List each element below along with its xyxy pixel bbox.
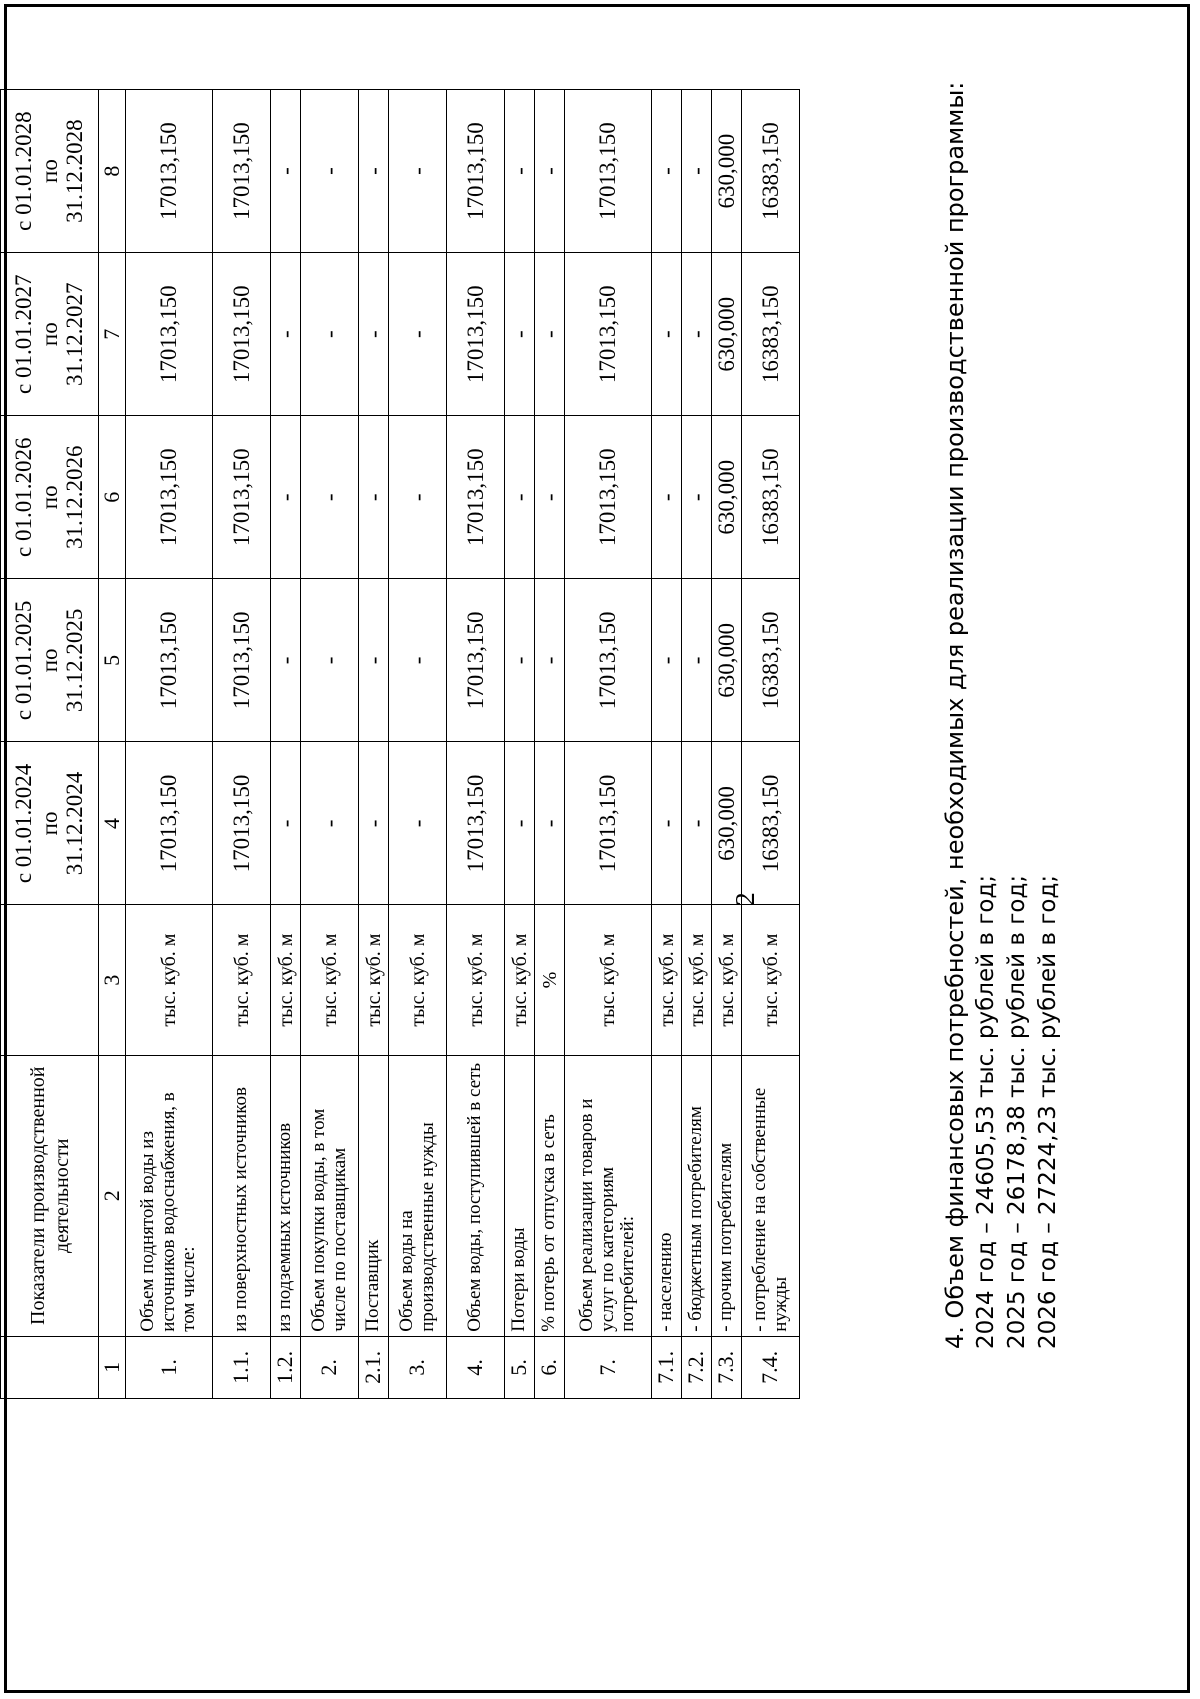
row-value: - — [505, 742, 535, 905]
row-number: 1.1. — [213, 1336, 271, 1398]
row-value: - — [359, 90, 389, 253]
row-number: 7.3. — [712, 1336, 742, 1398]
row-value: 17013,150 — [126, 253, 213, 416]
table-row — [213, 90, 271, 1399]
row-label: - прочим потребителям — [712, 1055, 742, 1336]
row-value: - — [682, 416, 712, 579]
row-number: 7.4. — [742, 1336, 800, 1398]
row-value: - — [301, 416, 359, 579]
table-row — [505, 90, 535, 1399]
period-to: 31.12.2028 — [62, 119, 88, 223]
row-label: - населению — [652, 1055, 682, 1336]
row-number: 6. — [535, 1336, 565, 1398]
row-value: 16383,150 — [742, 90, 800, 253]
table-row — [712, 90, 742, 1399]
header-period-2028 — [1, 90, 99, 253]
col-number: 3 — [99, 905, 126, 1055]
table-row — [126, 90, 213, 1399]
row-number: 3. — [389, 1336, 447, 1398]
col-number: 7 — [99, 253, 126, 416]
table-row — [565, 90, 652, 1399]
row-value: 16383,150 — [742, 579, 800, 742]
table-row — [271, 90, 301, 1399]
period-to: 31.12.2024 — [62, 771, 88, 876]
page-number: 2 — [730, 892, 760, 906]
row-value: - — [271, 579, 301, 742]
row-value: - — [359, 742, 389, 905]
row-label: - потребление на собственные нужды — [742, 1055, 800, 1336]
row-number: 7. — [565, 1336, 652, 1398]
header-period-2025 — [1, 579, 99, 742]
row-unit: тыс. куб. м — [389, 905, 447, 1055]
table-row — [301, 90, 359, 1399]
row-value: - — [389, 416, 447, 579]
row-number: 7.2. — [682, 1336, 712, 1398]
row-number: 1.2. — [271, 1336, 301, 1398]
col-number: 1 — [99, 1336, 126, 1398]
row-value: 630,000 — [712, 579, 742, 742]
row-value: - — [505, 90, 535, 253]
row-value: 17013,150 — [565, 90, 652, 253]
row-value: 16383,150 — [742, 416, 800, 579]
row-value: - — [359, 253, 389, 416]
row-unit: тыс. куб. м — [712, 905, 742, 1055]
row-label: - бюджетным потребителям — [682, 1055, 712, 1336]
row-label: Объем поднятой воды из источников водоснабжения, в том числе: — [126, 1055, 213, 1336]
row-value: - — [271, 742, 301, 905]
row-value: - — [535, 742, 565, 905]
row-value: - — [389, 253, 447, 416]
header-num-cell — [1, 1336, 99, 1398]
row-value: - — [389, 742, 447, 905]
row-value: - — [301, 253, 359, 416]
row-value: - — [389, 579, 447, 742]
header-row — [1, 90, 99, 1399]
row-value: 17013,150 — [126, 90, 213, 253]
row-value: - — [271, 416, 301, 579]
row-value: 630,000 — [712, 253, 742, 416]
row-number: 4. — [447, 1336, 505, 1398]
row-value: 630,000 — [712, 416, 742, 579]
rotated-landscape-page — [0, 81, 1120, 1699]
row-unit: тыс. куб. м — [447, 905, 505, 1055]
row-number: 2. — [301, 1336, 359, 1398]
row-value: - — [535, 416, 565, 579]
table-row — [742, 90, 800, 1399]
period-from: с 01.01.2027 — [10, 274, 36, 394]
row-value: - — [505, 579, 535, 742]
row-label: Объем покупки воды, в том числе по поставщикам — [301, 1055, 359, 1336]
row-value: 630,000 — [712, 742, 742, 905]
row-value: - — [535, 579, 565, 742]
row-value: - — [301, 742, 359, 905]
row-number: 5. — [505, 1336, 535, 1398]
row-value: - — [682, 579, 712, 742]
table-row — [682, 90, 712, 1399]
row-value: 17013,150 — [565, 253, 652, 416]
row-value: - — [652, 579, 682, 742]
period-to: 31.12.2026 — [62, 445, 88, 550]
header-unit-cell — [1, 905, 99, 1055]
row-value: - — [301, 579, 359, 742]
col-number: 8 — [99, 90, 126, 253]
row-label: из поверхностных источников — [213, 1055, 271, 1336]
table-row — [447, 90, 505, 1399]
row-value: 17013,150 — [447, 253, 505, 416]
row-unit: тыс. куб. м — [213, 905, 271, 1055]
row-label: % потерь от отпуска в сеть — [535, 1055, 565, 1336]
row-unit: тыс. куб. м — [126, 905, 213, 1055]
header-indicator: Показатели производственной деятельности — [1, 1055, 99, 1336]
row-value: 17013,150 — [213, 90, 271, 253]
row-value: - — [652, 253, 682, 416]
col-number: 2 — [99, 1055, 126, 1336]
financial-needs-title: 4. Объем финансовых потребностей, необходимых для реализации производственной программы: — [941, 81, 969, 1349]
row-unit: тыс. куб. м — [565, 905, 652, 1055]
col-number: 5 — [99, 579, 126, 742]
row-label: Объем воды, поступившей в сеть — [447, 1055, 505, 1336]
header-period-2026 — [1, 416, 99, 579]
row-value: - — [682, 742, 712, 905]
financial-needs-line: 2025 год – 26178,38 тыс. рублей в год; — [1004, 874, 1030, 1349]
row-value: 630,000 — [712, 90, 742, 253]
header-period-2027 — [1, 253, 99, 416]
row-value: - — [535, 90, 565, 253]
period-po: по — [36, 159, 62, 183]
row-value: - — [301, 90, 359, 253]
period-from: с 01.01.2028 — [10, 111, 36, 231]
row-unit: тыс. куб. м — [271, 905, 301, 1055]
row-value: - — [505, 253, 535, 416]
column-number-row — [99, 90, 126, 1399]
row-value: 16383,150 — [742, 253, 800, 416]
row-value: 17013,150 — [447, 742, 505, 905]
col-number: 4 — [99, 742, 126, 905]
row-label: Потери воды — [505, 1055, 535, 1336]
row-unit: тыс. куб. м — [742, 905, 800, 1055]
row-unit: % — [535, 905, 565, 1055]
row-value: 16383,150 — [742, 742, 800, 905]
row-value: 17013,150 — [213, 416, 271, 579]
row-unit: тыс. куб. м — [652, 905, 682, 1055]
row-value: 17013,150 — [213, 579, 271, 742]
row-label: из подземных источников — [271, 1055, 301, 1336]
period-po: по — [36, 322, 62, 347]
row-value: - — [389, 90, 447, 253]
row-value: - — [652, 90, 682, 253]
period-from: с 01.01.2026 — [10, 437, 36, 558]
row-value: 17013,150 — [126, 579, 213, 742]
row-label: Объем реализации товаров и услуг по категориям потребителей: — [565, 1055, 652, 1336]
financial-needs-section — [940, 49, 1064, 1349]
row-value: 17013,150 — [565, 742, 652, 905]
row-value: - — [271, 253, 301, 416]
table-row — [359, 90, 389, 1399]
row-value: 17013,150 — [447, 90, 505, 253]
row-value: 17013,150 — [565, 579, 652, 742]
table-row — [535, 90, 565, 1399]
period-from: с 01.01.2025 — [10, 600, 36, 721]
financial-needs-line: 2026 год – 27224,23 тыс. рублей в год; — [1035, 874, 1061, 1349]
row-value: - — [359, 579, 389, 742]
row-value: - — [271, 90, 301, 253]
row-value: 17013,150 — [565, 416, 652, 579]
row-value: 17013,150 — [213, 253, 271, 416]
row-number: 1. — [126, 1336, 213, 1398]
row-value: - — [535, 253, 565, 416]
production-indicators-table — [0, 89, 800, 1399]
row-label: Объем воды на производственные нужды — [389, 1055, 447, 1336]
row-value: - — [682, 253, 712, 416]
header-period-2024 — [1, 742, 99, 905]
row-value: - — [505, 416, 535, 579]
col-number: 6 — [99, 416, 126, 579]
row-value: 17013,150 — [213, 742, 271, 905]
row-unit: тыс. куб. м — [301, 905, 359, 1055]
row-unit: тыс. куб. м — [682, 905, 712, 1055]
period-po: по — [36, 485, 62, 510]
period-po: по — [36, 648, 62, 673]
row-number: 7.1. — [652, 1336, 682, 1398]
row-label: Поставщик — [359, 1055, 389, 1336]
row-unit: тыс. куб. м — [359, 905, 389, 1055]
period-to: 31.12.2025 — [62, 608, 88, 713]
row-value: 17013,150 — [447, 416, 505, 579]
row-value: - — [652, 416, 682, 579]
financial-needs-line: 2024 год – 24605,53 тыс. рублей в год; — [973, 874, 999, 1349]
row-value: 17013,150 — [126, 416, 213, 579]
period-from: с 01.01.2024 — [10, 763, 36, 884]
row-value: - — [652, 742, 682, 905]
period-to: 31.12.2027 — [62, 282, 88, 386]
row-unit: тыс. куб. м — [505, 905, 535, 1055]
row-value: - — [359, 416, 389, 579]
row-value: 17013,150 — [126, 742, 213, 905]
table-row — [389, 90, 447, 1399]
period-po: по — [36, 811, 62, 836]
row-value: 17013,150 — [447, 579, 505, 742]
row-number: 2.1. — [359, 1336, 389, 1398]
table-row — [652, 90, 682, 1399]
row-value: - — [682, 90, 712, 253]
